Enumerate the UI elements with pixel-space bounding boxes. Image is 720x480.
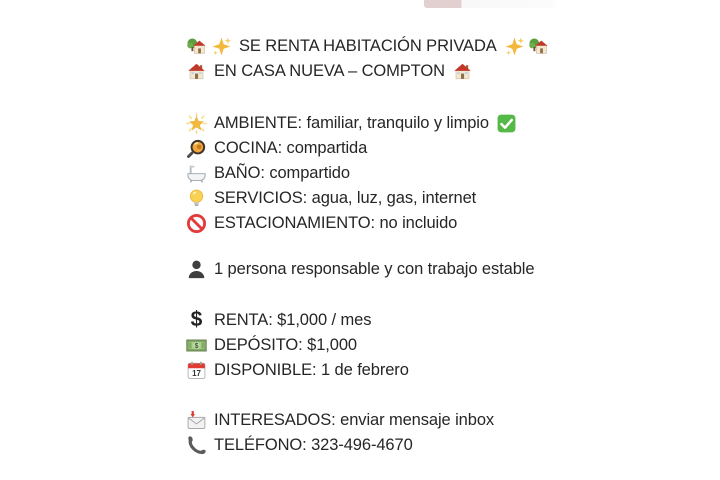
post-line — [186, 161, 549, 186]
post-line — [186, 59, 549, 84]
post-line-text: AMBIENTE: familiar, tranquilo y limpio — [214, 114, 489, 132]
post-line — [186, 433, 549, 458]
post-line-text: EN CASA NUEVA – COMPTON — [214, 62, 445, 80]
post-line-text: 1 persona responsable y con trabajo estable — [214, 260, 535, 278]
calendar-icon — [186, 360, 207, 381]
post-line-text: COCINA: compartida — [214, 139, 368, 157]
post-paragraph-5 — [186, 408, 549, 458]
bathtub-icon — [186, 163, 207, 184]
post-line-text: RENTA: $1,000 / mes — [214, 311, 372, 329]
post-line — [186, 308, 549, 333]
post-line-text: DISPONIBLE: 1 de febrero — [214, 361, 409, 379]
sparkles-icon — [211, 36, 232, 57]
envelope-arrow-icon — [186, 410, 207, 431]
house-icon — [186, 61, 207, 82]
post-line — [186, 408, 549, 433]
post-body — [186, 34, 549, 458]
post-paragraph-1 — [186, 34, 549, 84]
post-line — [186, 333, 549, 358]
post-line — [186, 186, 549, 211]
post-line-text: BAÑO: compartido — [214, 164, 350, 182]
house-icon — [452, 61, 473, 82]
post-line — [186, 257, 549, 282]
sparkles-icon — [504, 36, 525, 57]
post-line-text: ESTACIONAMIENTO: no incluido — [214, 214, 458, 232]
house-garden-icon — [186, 36, 207, 57]
dollar-banknote-icon — [186, 335, 207, 356]
post-paragraph-3 — [186, 257, 549, 282]
svg-text:$: $ — [194, 343, 199, 351]
dollar-sign-icon: $ — [190, 308, 203, 331]
svg-text:17: 17 — [192, 368, 201, 378]
post-line-text: TELÉFONO: 323-496-4670 — [214, 436, 413, 454]
post-line-text: DEPÓSITO: $1,000 — [214, 336, 358, 354]
post-line — [186, 358, 549, 383]
post-line — [186, 34, 549, 59]
post-line — [186, 136, 549, 161]
magnifying-glass-icon — [186, 138, 207, 159]
post-line — [186, 111, 549, 136]
light-bulb-icon — [186, 188, 207, 209]
check-mark-icon — [496, 113, 517, 134]
cropped-top-fragment — [424, 0, 556, 8]
telephone-icon — [186, 435, 207, 456]
post-paragraph-4 — [186, 308, 549, 383]
post-line-text: SERVICIOS: agua, luz, gas, internet — [214, 189, 477, 207]
post-paragraph-2 — [186, 111, 549, 236]
post-line-text: INTERESADOS: enviar mensaje inbox — [214, 411, 495, 429]
bust-silhouette-icon — [186, 259, 207, 280]
post-line — [186, 211, 549, 236]
post-line-text: SE RENTA HABITACIÓN PRIVADA — [239, 37, 497, 55]
house-garden-icon — [528, 36, 549, 57]
prohibited-icon — [186, 213, 207, 234]
glowing-star-icon — [186, 113, 207, 134]
